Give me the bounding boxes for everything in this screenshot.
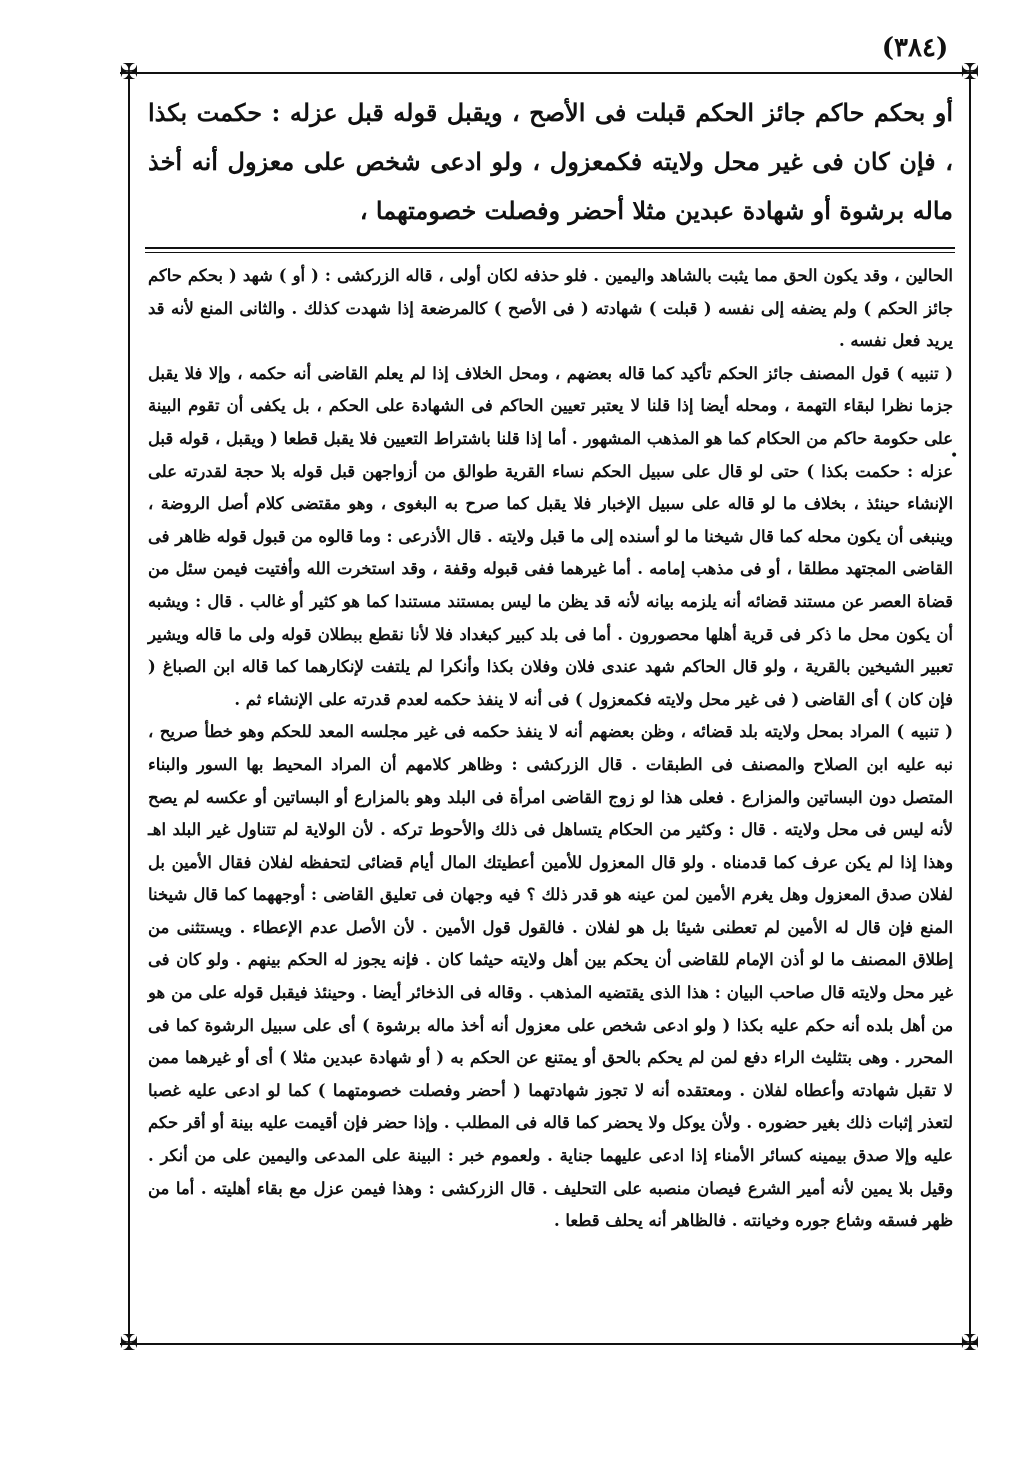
margin-dot: • (950, 448, 959, 464)
frame-left-rule (128, 72, 130, 1344)
corner-ornament-icon: ✠ (960, 60, 980, 85)
corner-ornament-icon: ✠ (119, 1331, 139, 1356)
commentary-block (148, 260, 953, 1336)
section-divider-thin (145, 252, 955, 253)
frame-top-rule (120, 72, 977, 74)
frame-right-rule (969, 72, 971, 1344)
commentary-paragraph: ( تنبيه ) المراد بمحل ولايته بلد قضائه ، وظن بعضهم أنه لا ينفذ حكمه فى غير مجلسه المعد للحكم وهو خطأ صريح ، نبه عليه ابن الصلاح والمصنف فى الطبقات . قال الزركشى : وظاهر كلامهم أن المراد المحيط بها السور والبناء المتصل دون البساتين والمزارع . فعلى هذا لو زوج القاضى امرأة فى البلد وهو بالمزارع أو البساتين أو عكسه لم يصح لأنه ليس فى محل ولايته . قال : وكثير من الحكام يتساهل فى ذلك والأحوط تركه . لأن الولاية لم تتناول غير البلد اهـ وهذا إذا لم يكن عرف كما قدمناه . ولو قال المعزول للأمين أعطيتك المال أيام قضائى لتحفظه لفلان فقال الأمين بل لفلان صدق المعزول وهل يغرم الأمين لمن عينه هو قدر ذلك ؟ فيه وجهان فى تعليق القاضى : أوجههما كما قال شيخنا المنع فإن قال له الأمين لم تعطنى شيئا بل هو لفلان . فالقول قول الأمين . لأن الأصل عدم الإعطاء . ويستثنى من إطلاق المصنف ما لو أذن الإمام للقاضى أن يحكم بين أهل ولايته حيثما كان . فإنه يجوز له الحكم بينهم . ولو كان فى غير محل ولايته قال صاحب البيان : هذا الذى يقتضيه المذهب . وقاله فى الذخائر أيضا . وحينئذ فيقبل قوله على من هو من أهل بلده أنه حكم عليه بكذا ( ولو ادعى شخص على معزول أنه أخذ ماله برشوة ) أى على سبيل الرشوة كما فى المحرر . وهى بتثليث الراء دفع لمن لم يحكم بالحق أو يمتنع عن الحكم به ( أو شهادة عبدين مثلا ) أى أو غيرهما ممن لا تقبل شهادته وأعطاه لفلان . ومعتقده أنه لا تجوز شهادتهما ( أحضر وفصلت خصومتهما ) كما لو ادعى عليه غصبا لتعذر إثبات ذلك بغير حضوره . ولأن يوكل ولا يحضر كما قاله فى المطلب . وإذا حضر فإن أقيمت عليه بينة أو أقر حكم عليه وإلا صدق بيمينه كسائر الأمناء إذا ادعى عليهما جناية . ولعموم خبر : البينة على المدعى واليمين على من أنكر . وقيل بلا يمين لأنه أمير الشرع فيصان منصبه على التحليف . قال الزركشى : وهذا فيمن عزل مع بقاء أهليته . أما من ظهر فسقه وشاع جوره وخيانته . فالظاهر أنه يحلف قطعا . (148, 722, 953, 1231)
frame-bottom-rule (120, 1343, 977, 1345)
matn-text: أو بحكم حاكم جائز الحكم قبلت فى الأصح ، ويقبل قوله قبل عزله : حكمت بكذا ، فإن كان فى غير محل ولايته فكمعزول ، ولو ادعى شخص على معزول أنه أخذ ماله برشوة أو شهادة عبدين مثلا أحضر وفصلت خصومتهما ، (148, 98, 953, 225)
commentary-paragraph: ( تنبيه ) قول المصنف جائز الحكم تأكيد كما قاله بعضهم ، ومحل الخلاف إذا لم يعلم القاضى أنه حكمه ، وإلا فلا يقبل جزما نظرا لبقاء التهمة ، ومحله أيضا إذا قلنا لا يعتبر تعيين الحاكم فى الشهادة على الحكم ، بل يكفى أن تقوم البينة على حكومة حاكم من الحكام كما هو المذهب المشهور . أما إذا قلنا باشتراط التعيين فلا يقبل قطعا ( ويقبل ، قوله قبل عزله : حكمت بكذا ) حتى لو قال على سبيل الحكم نساء القرية طوالق من أزواجهن قبل قوله بلا حجة لقدرته على الإنشاء حينئذ ، بخلاف ما لو قاله على سبيل الإخبار فلا يقبل كما صرح به البغوى ، وهو مقتضى كلام أصل الروضة ، وينبغى أن يكون محله كما قال شيخنا ما لو أسنده إلى ما قبل ولايته . قال الأذرعى : وما قالوه من قبول قوله ظاهر فى القاضى المجتهد مطلقا ، أو فى مذهب إمامه . أما غيرهما ففى قبوله وقفة ، وقد استخرت الله وأفتيت فيمن سئل من قضاة العصر عن مستند قضائه أنه يلزمه بيانه لأنه قد يظن ما ليس بمستند مستندا كما هو كثير أو غالب . قال : ويشبه أن يكون محل ما ذكر فى قرية أهلها محصورون . أما فى بلد كبير كبغداد فلا لأنا نقطع ببطلان قوله ولى ما قاله ويشير تعبير الشيخين بالقرية ، ولو قال الحاكم شهد عندى فلان وفلان بكذا وأنكرا لم يلتفت لإنكارهما كما قاله ابن الصباغ ( فإن كان ) أى القاضى ( فى غير محل ولايته فكمعزول ) فى أنه لا ينفذ حكمه لعدم قدرته على الإنشاء ثم . (148, 363, 954, 709)
commentary-paragraph: الحالين ، وقد يكون الحق مما يثبت بالشاهد واليمين . فلو حذفه لكان أولى ، قاله الزركشى : ( أو ) شهد ( بحكم حاكم جائز الحكم ) ولم يضفه إلى نفسه ( قبلت ) شهادته ( فى الأصح ) كالمرضعة إذا شهدت كذلك . والثانى المنع لأنه قد يريد فعل نفسه . (148, 266, 953, 351)
page-number: (٣٨٤) (881, 33, 949, 63)
corner-ornament-icon: ✠ (960, 1331, 980, 1356)
corner-ornament-icon: ✠ (119, 60, 139, 85)
section-divider (145, 247, 955, 249)
